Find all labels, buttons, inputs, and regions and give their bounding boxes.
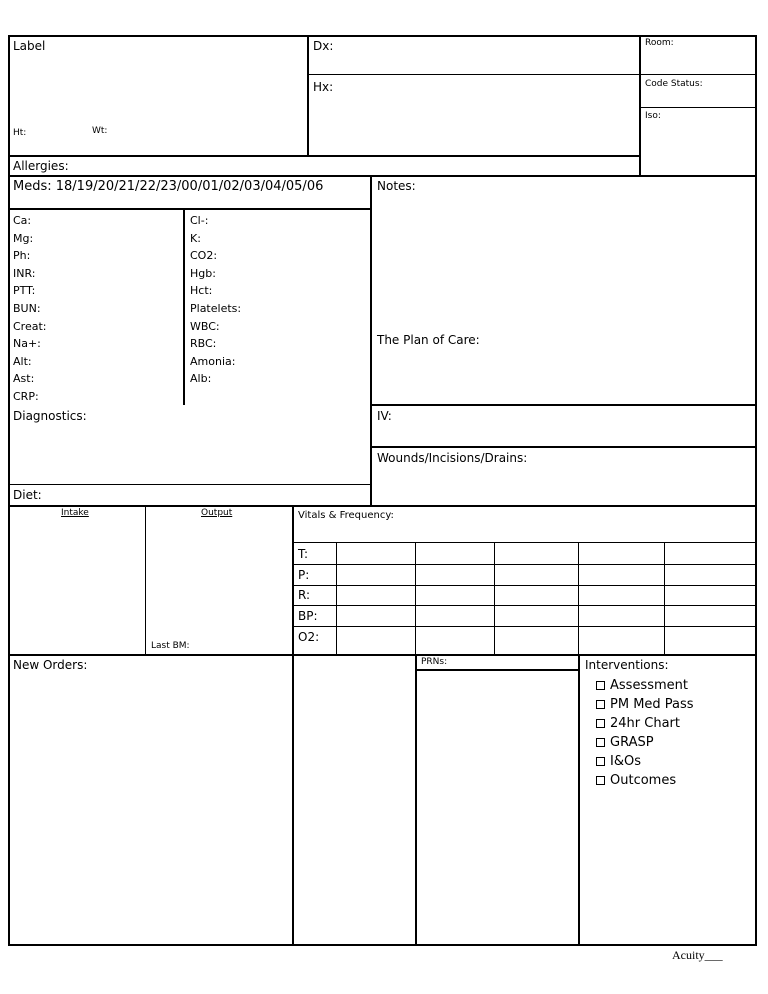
weight-label: Wt: [92, 126, 108, 136]
labs-right-column [190, 212, 241, 388]
lab-cl: Cl-: [190, 214, 209, 227]
intake-header: Intake [61, 508, 89, 518]
wounds-label: Wounds/Incisions/Drains: [377, 451, 528, 465]
checkbox-icon[interactable] [596, 681, 605, 690]
dx-label: Dx: [313, 39, 334, 53]
intervention-grasp[interactable] [596, 733, 694, 752]
divider-diag-diet [8, 484, 372, 485]
divider-meds-notes [370, 175, 372, 506]
frame-top [8, 35, 757, 37]
interventions-title: Interventions: [585, 658, 669, 672]
acuity-label: Acuity___ [672, 948, 723, 962]
lab-amonia: Amonia: [190, 354, 236, 368]
vitals-title-line [292, 542, 757, 543]
intervention-24hr-chart[interactable] [596, 714, 694, 733]
vitals-col-line-5 [664, 542, 665, 655]
vitals-col-line-4 [578, 542, 579, 655]
allergies-label: Allergies: [13, 159, 69, 173]
notes-label: Notes: [377, 179, 416, 193]
vitals-pulse: P: [298, 568, 310, 582]
vitals-o2: O2: [298, 630, 320, 644]
divider-blank-prns [415, 654, 417, 946]
lab-bun: BUN: [13, 301, 41, 315]
intervention-pm-med-pass[interactable] [596, 695, 694, 714]
patient-label: Label [13, 39, 46, 53]
lab-inr: INR: [13, 266, 36, 280]
meds-schedule: Meds: 18/19/20/21/22/23/00/01/02/03/04/05/06 [13, 179, 324, 194]
vitals-row-line-1 [292, 564, 757, 565]
hx-label: Hx: [313, 80, 334, 94]
intervention-outcomes-label: Outcomes [610, 773, 677, 788]
frame-left [8, 35, 10, 946]
vitals-col-line-2 [415, 542, 416, 655]
divider-code-iso [639, 107, 757, 108]
vitals-row-line-2 [292, 585, 757, 586]
vitals-row-line-3 [292, 605, 757, 606]
prns-label: PRNs: [421, 657, 448, 667]
new-orders-label: New Orders: [13, 658, 88, 672]
prns-title-line [415, 669, 580, 671]
divider-intake-output [145, 505, 146, 655]
intervention-ios-label: I&Os [610, 754, 641, 769]
divider-room-code [639, 74, 757, 75]
checkbox-icon[interactable] [596, 700, 605, 709]
divider-meds-labs [8, 208, 372, 210]
lab-wbc: WBC: [190, 319, 220, 333]
lab-mg: Mg: [13, 231, 34, 245]
diet-label: Diet: [13, 488, 42, 502]
code-status-label: Code Status: [645, 79, 703, 89]
iso-label: Iso: [645, 111, 661, 121]
vitals-title: Vitals & Frequency: [298, 510, 394, 521]
labs-left-column [13, 212, 47, 406]
frame-right [755, 35, 757, 946]
checkbox-icon[interactable] [596, 757, 605, 766]
lab-ast: Ast: [13, 372, 35, 386]
checkbox-icon[interactable] [596, 719, 605, 728]
lab-creat: Creat: [13, 319, 47, 333]
lab-crp: CRP: [13, 389, 39, 403]
last-bm-label: Last BM: [151, 641, 190, 651]
interventions-checklist [596, 676, 694, 790]
divider-iv-wounds [370, 446, 757, 448]
frame-bottom [8, 944, 757, 946]
vitals-row-line-4 [292, 626, 757, 627]
divider-mid-section [8, 505, 757, 507]
vitals-temp: T: [298, 547, 309, 561]
checkbox-icon[interactable] [596, 738, 605, 747]
lab-na: Na+: [13, 337, 41, 351]
divider-output-vitals [292, 505, 294, 946]
vitals-col-line-3 [494, 542, 495, 655]
output-header: Output [201, 508, 233, 518]
intervention-pm-med-pass-label: PM Med Pass [610, 697, 694, 712]
lab-alt: Alt: [13, 354, 32, 368]
lab-hct: Hct: [190, 284, 213, 298]
divider-labs-columns [183, 208, 185, 405]
vitals-resp: R: [298, 588, 311, 602]
checkbox-icon[interactable] [596, 776, 605, 785]
lab-alb: Alb: [190, 372, 212, 386]
divider-allergies-meds [8, 175, 757, 177]
lab-ca: Ca: [13, 214, 32, 227]
intervention-assessment[interactable] [596, 676, 694, 695]
plan-of-care-label: The Plan of Care: [377, 333, 480, 347]
intervention-24hr-chart-label: 24hr Chart [610, 716, 680, 731]
vitals-bp: BP: [298, 609, 318, 623]
lab-ptt: PTT: [13, 284, 36, 298]
lab-hgb: Hgb: [190, 266, 216, 280]
divider-notes-iv [370, 404, 757, 406]
divider-header-allergies [8, 155, 641, 157]
lab-ph: Ph: [13, 249, 31, 263]
lab-platelets: Platelets: [190, 301, 242, 315]
intervention-grasp-label: GRASP [610, 735, 654, 750]
room-label: Room: [645, 38, 674, 48]
divider-dx-hx [307, 74, 641, 75]
iv-label: IV: [377, 409, 392, 423]
lab-rbc: RBC: [190, 337, 217, 351]
intervention-assessment-label: Assessment [610, 678, 688, 693]
vitals-col-line-1 [336, 542, 337, 655]
diagnostics-label: Diagnostics: [13, 409, 87, 423]
divider-bottom-section [8, 654, 757, 656]
height-label: Ht: [13, 128, 27, 138]
divider-label-dx [307, 35, 309, 157]
divider-prns-interventions [578, 654, 580, 946]
intervention-outcomes[interactable] [596, 771, 694, 790]
lab-co2: CO2: [190, 249, 218, 263]
intervention-ios[interactable] [596, 752, 694, 771]
lab-k: K: [190, 231, 201, 245]
